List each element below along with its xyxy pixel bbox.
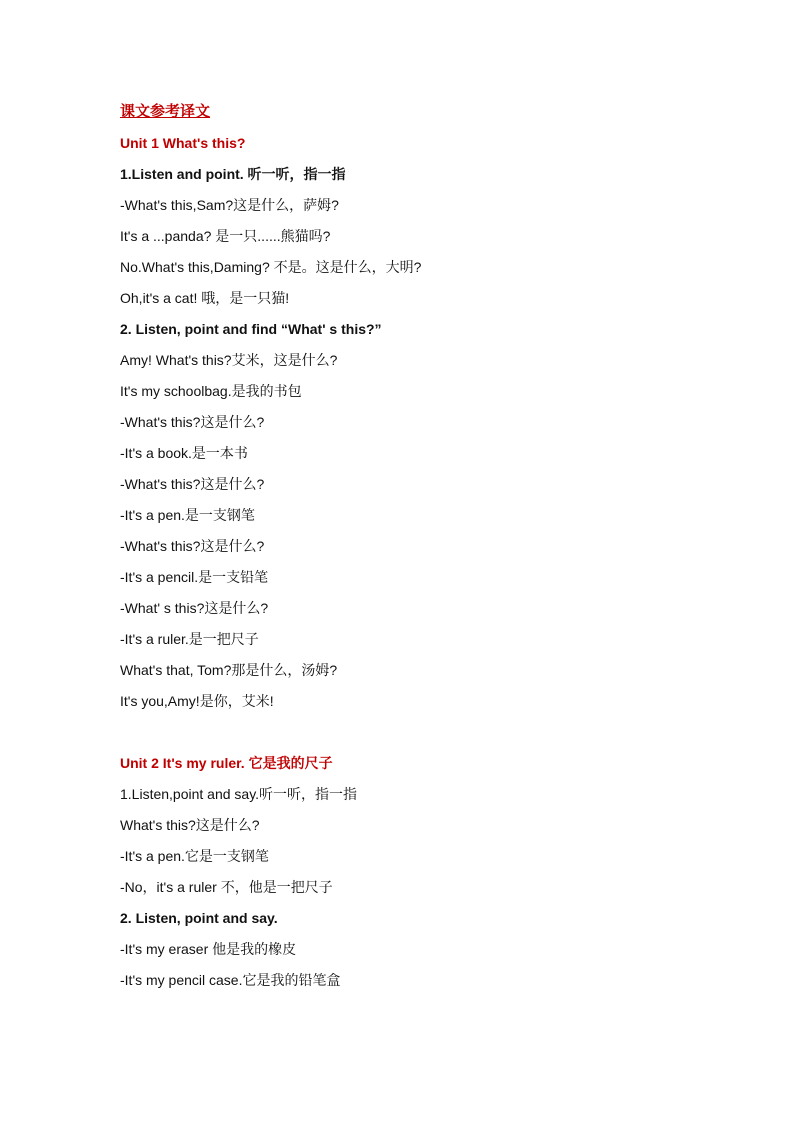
text-line: -What's this?这是什么? <box>120 538 265 554</box>
text-line: -What's this?这是什么? <box>120 476 265 492</box>
unit1-section1-heading: 1.Listen and point. 听一听，指一指 <box>120 166 346 182</box>
section-spacer <box>120 717 740 748</box>
text-line: -It's a pencil.是一支铅笔 <box>120 569 269 585</box>
text-line: It's you,Amy!是你，艾米! <box>120 693 274 709</box>
text-line: What's that, Tom?那是什么，汤姆? <box>120 662 338 678</box>
text-line: -It's a book.是一本书 <box>120 445 248 461</box>
text-line: -No，it's a ruler 不，他是一把尺子 <box>120 879 333 895</box>
text-line: What's this?这是什么? <box>120 817 260 833</box>
text-line: Oh,it's a cat! 哦，是一只猫! <box>120 290 290 306</box>
unit2-heading: Unit 2 It's my ruler. 它是我的尺子 <box>120 755 333 771</box>
text-line: -It's my pencil case.它是我的铅笔盒 <box>120 972 341 988</box>
text-line: It's my schoolbag.是我的书包 <box>120 383 302 399</box>
text-line: -What' s this?这是什么? <box>120 600 269 616</box>
document-page <box>120 96 740 996</box>
unit1-section2-heading: 2. Listen, point and find “What' s this?” <box>120 321 382 337</box>
document-title: 课文参考译文 <box>120 103 211 120</box>
text-line: -It's a pen.是一支钢笔 <box>120 507 255 523</box>
unit1-heading: Unit 1 What's this? <box>120 135 246 151</box>
text-line: -What's this?这是什么? <box>120 414 265 430</box>
unit2-section1-heading: 1.Listen,point and say.听一听，指一指 <box>120 786 358 802</box>
text-line: -What's this,Sam?这是什么，萨姆? <box>120 197 339 213</box>
text-line: -It's a pen.它是一支钢笔 <box>120 848 269 864</box>
text-line: -It's my eraser 他是我的橡皮 <box>120 941 297 957</box>
text-line: No.What's this,Daming? 不是。这是什么，大明? <box>120 259 422 275</box>
text-line: It's a ...panda? 是一只......熊猫吗? <box>120 228 331 244</box>
unit2-section2-heading: 2. Listen, point and say. <box>120 910 278 926</box>
text-line: Amy! What's this?艾米，这是什么? <box>120 352 338 368</box>
text-line: -It's a ruler.是一把尺子 <box>120 631 259 647</box>
